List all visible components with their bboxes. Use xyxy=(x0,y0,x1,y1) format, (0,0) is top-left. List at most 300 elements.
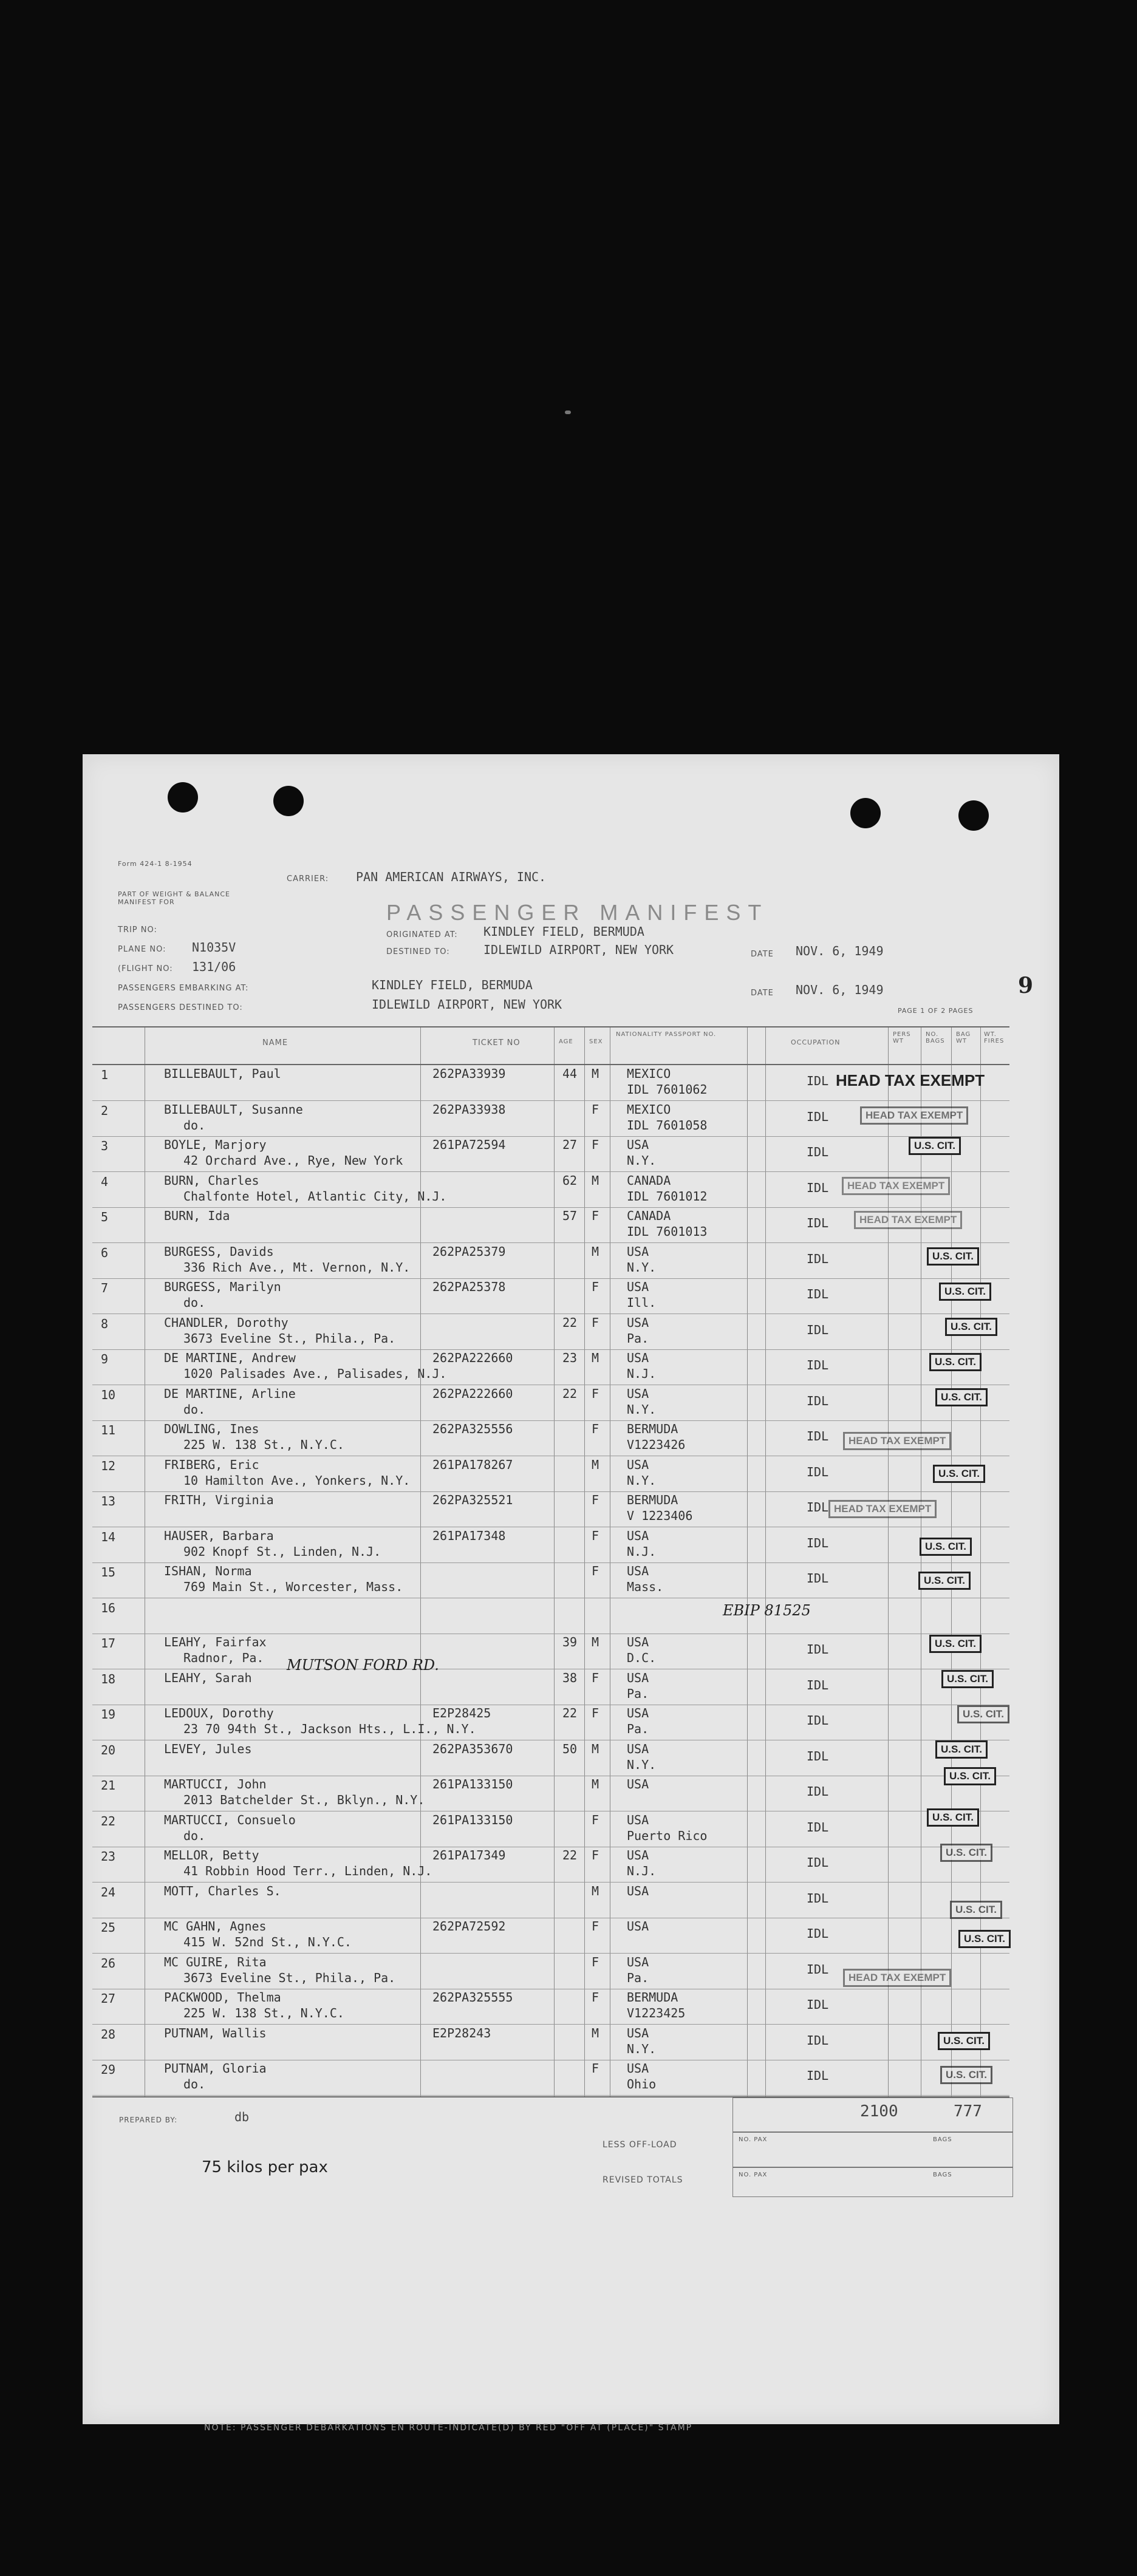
punch-hole xyxy=(168,782,198,813)
passenger-name: DOWLING, Ines xyxy=(164,1422,259,1436)
nationality: USA xyxy=(627,1528,649,1543)
footer-note: NOTE: PASSENGER DEBARKATIONS EN ROUTE-INDICATE(D) BY RED "OFF AT (PLACE)" STAMP xyxy=(204,2423,693,2433)
row-number: 29 xyxy=(101,2062,116,2077)
nationality: USA xyxy=(627,1244,649,1259)
row-number: 19 xyxy=(101,1707,116,1722)
punch-hole xyxy=(273,786,304,816)
passenger-sex: F xyxy=(592,1528,599,1543)
passport-number: N.Y. xyxy=(627,1473,657,1488)
table-row xyxy=(92,1776,1009,1811)
pax-weight-total: 2100 xyxy=(860,2102,898,2121)
date2-label: DATE xyxy=(751,989,774,998)
passport-number: N.Y. xyxy=(627,1757,657,1772)
row-number: 28 xyxy=(101,2026,116,2042)
passenger-address: 2013 Batchelder St., Bklyn., N.Y. xyxy=(183,1793,425,1807)
passenger-age: 27 xyxy=(562,1137,578,1152)
row-number: 21 xyxy=(101,1778,116,1793)
passenger-address: Radnor, Pa. xyxy=(183,1651,264,1665)
table-row xyxy=(92,1740,1009,1776)
us-cit-stamp: U.S. CIT. xyxy=(929,1635,982,1653)
passenger-name: LEAHY, Sarah xyxy=(164,1670,252,1685)
passport-number: Mass. xyxy=(627,1579,664,1594)
punch-hole xyxy=(850,798,881,828)
col-age: AGE xyxy=(559,1038,573,1045)
head-tax-exempt-mark: HEAD TAX EXEMPT xyxy=(836,1071,985,1089)
row-number: 2 xyxy=(101,1103,109,1118)
passenger-sex: F xyxy=(592,1102,599,1117)
ticket-number: E2P28243 xyxy=(432,2025,491,2040)
ticket-number: 262PA33938 xyxy=(432,1102,506,1117)
passport-number: N.Y. xyxy=(627,1153,657,1168)
revised-totals-label: REVISED TOTALS xyxy=(603,2175,683,2185)
row-number: 3 xyxy=(101,1139,109,1153)
occupation: IDL xyxy=(807,1251,829,1266)
passenger-address: 10 Hamilton Ave., Yonkers, N.Y. xyxy=(183,1473,411,1488)
kilos-note: 75 kilos per pax xyxy=(202,2158,328,2176)
passenger-name: MOTT, Charles S. xyxy=(164,1883,281,1898)
us-cit-stamp: U.S. CIT. xyxy=(940,1844,992,1862)
us-cit-stamp: U.S. CIT. xyxy=(933,1465,985,1483)
nationality: CANADA xyxy=(627,1208,671,1223)
occupation: IDL xyxy=(807,1287,829,1301)
us-cit-stamp: U.S. CIT. xyxy=(918,1572,971,1590)
occupation: IDL xyxy=(807,1393,829,1408)
row-number: 9 xyxy=(101,1352,109,1366)
passenger-name: BURN, Charles xyxy=(164,1173,259,1188)
passenger-sex: F xyxy=(592,1279,599,1294)
passenger-address: Chalfonte Hotel, Atlantic City, N.J. xyxy=(183,1188,447,1204)
nationality: USA xyxy=(627,1777,649,1791)
passenger-age: 44 xyxy=(562,1066,578,1081)
passenger-name: BURGESS, Davids xyxy=(164,1244,274,1259)
ticket-number: 262PA222660 xyxy=(432,1386,513,1401)
passenger-sex: F xyxy=(592,1706,599,1720)
passenger-sex: F xyxy=(592,1564,599,1578)
row-number: 18 xyxy=(101,1671,116,1686)
passport-number: IDL 7601013 xyxy=(627,1224,708,1239)
nationality: USA xyxy=(627,1919,649,1934)
nationality: USA xyxy=(627,1635,649,1649)
row-number: 15 xyxy=(101,1565,116,1579)
passenger-address: 225 W. 138 St., N.Y.C. xyxy=(183,2006,344,2020)
col-name: NAME xyxy=(262,1038,289,1048)
ticket-number: 261PA17349 xyxy=(432,1848,506,1862)
passenger-name: BURN, Ida xyxy=(164,1208,230,1223)
nationality: BERMUDA xyxy=(627,1422,678,1436)
passenger-age: 39 xyxy=(562,1635,578,1649)
row-number: 1 xyxy=(101,1068,109,1082)
punch-hole xyxy=(958,800,989,831)
us-cit-stamp: U.S. CIT. xyxy=(945,1318,997,1336)
nationality: USA xyxy=(627,1564,649,1578)
nationality: BERMUDA xyxy=(627,1493,678,1507)
nationality: USA xyxy=(627,2025,649,2040)
table-row xyxy=(92,1314,1009,1350)
occupation: IDL xyxy=(807,1890,829,1906)
occupation: IDL xyxy=(807,2068,829,2083)
originated-label: ORIGINATED AT: xyxy=(386,930,458,939)
occupation: IDL xyxy=(807,1429,829,1443)
passport-number: V 1223406 xyxy=(627,1508,693,1523)
no-pax-label: NO. PAX xyxy=(739,2172,768,2178)
passenger-address: 336 Rich Ave., Mt. Vernon, N.Y. xyxy=(183,1259,411,1275)
col-pers-wt: PERS WT xyxy=(893,1031,911,1044)
plane-value: N1035V xyxy=(192,940,236,955)
ticket-number: 262PA222660 xyxy=(432,1351,513,1365)
table-row xyxy=(92,1847,1009,1883)
passenger-sex: F xyxy=(592,1493,599,1507)
passenger-sex: F xyxy=(592,1670,599,1685)
table-row xyxy=(92,1811,1009,1847)
passenger-address: do. xyxy=(183,1402,206,1417)
passenger-sex: M xyxy=(592,1457,599,1472)
bags-label: BAGS xyxy=(933,2172,952,2178)
row-number: 26 xyxy=(101,1955,116,1971)
us-cit-stamp: U.S. CIT. xyxy=(940,2066,992,2084)
occupation: IDL xyxy=(807,1500,829,1515)
head-tax-exempt-stamp: HEAD TAX EXEMPT xyxy=(842,1177,950,1195)
table-row xyxy=(92,1385,1009,1421)
nationality: USA xyxy=(627,1386,649,1401)
ticket-number: 261PA17348 xyxy=(432,1528,506,1543)
passenger-address: 225 W. 138 St., N.Y.C. xyxy=(183,1437,344,1452)
passenger-sex: F xyxy=(592,1422,599,1436)
ticket-number: 261PA72594 xyxy=(432,1137,506,1152)
nationality: CANADA xyxy=(627,1173,671,1188)
passport-number: V1223426 xyxy=(627,1437,686,1452)
passenger-sex: F xyxy=(592,1954,599,1969)
passenger-name: MC GUIRE, Rita xyxy=(164,1954,267,1969)
passenger-name: LEAHY, Fairfax xyxy=(164,1635,267,1649)
head-tax-exempt-stamp: HEAD TAX EXEMPT xyxy=(854,1211,962,1229)
passenger-sex: M xyxy=(592,1883,599,1898)
passenger-address: 41 Robbin Hood Terr., Linden, N.J. xyxy=(183,1864,432,1878)
passport-number: N.Y. xyxy=(627,1259,657,1275)
col-occupation: OCCUPATION xyxy=(791,1038,841,1046)
col-bag-wt: BAG WT xyxy=(956,1031,971,1044)
passenger-sex: F xyxy=(592,2061,599,2076)
passenger-name: BURGESS, Marilyn xyxy=(164,1279,281,1294)
col-bags: NO. BAGS xyxy=(926,1031,945,1044)
passenger-name: BILLEBAULT, Susanne xyxy=(164,1102,303,1117)
ticket-number: 261PA133150 xyxy=(432,1812,513,1827)
col-nationality: NATIONALITY PASSPORT NO. xyxy=(616,1031,717,1038)
row-number: 14 xyxy=(101,1529,116,1544)
row-number: 12 xyxy=(101,1458,116,1473)
ticket-number: 262PA25378 xyxy=(432,1279,506,1294)
us-cit-stamp: U.S. CIT. xyxy=(909,1137,961,1155)
passenger-address: 1020 Palisades Ave., Palisades, N.J. xyxy=(183,1366,447,1381)
passenger-name: BILLEBAULT, Paul xyxy=(164,1066,281,1081)
row-number: 25 xyxy=(101,1920,116,1935)
no-pax-label: NO. PAX xyxy=(739,2136,768,2143)
row-number: 20 xyxy=(101,1742,116,1757)
ticket-number: 261PA178267 xyxy=(432,1457,513,1472)
table-row xyxy=(92,1527,1009,1563)
passenger-sex: F xyxy=(592,1386,599,1401)
passenger-age: 22 xyxy=(562,1315,578,1330)
passenger-sex: M xyxy=(592,2025,599,2040)
passenger-address: do. xyxy=(183,2077,206,2091)
occupation: IDL xyxy=(807,1677,829,1692)
page-title: PASSENGER MANIFEST xyxy=(386,900,769,925)
passenger-sex: F xyxy=(592,1315,599,1330)
table-row xyxy=(92,1883,1009,1918)
originated-value: KINDLEY FIELD, BERMUDA xyxy=(483,924,644,939)
occupation: IDL xyxy=(807,1074,829,1088)
passenger-sex: M xyxy=(592,1244,599,1259)
col-ticket: TICKET NO xyxy=(473,1038,521,1048)
passenger-age: 62 xyxy=(562,1173,578,1188)
passenger-address: 3673 Eveline St., Phila., Pa. xyxy=(183,1331,396,1346)
row-number: 6 xyxy=(101,1245,109,1260)
us-cit-stamp: U.S. CIT. xyxy=(938,2032,990,2050)
passenger-name: PACKWOOD, Thelma xyxy=(164,1990,281,2005)
ticket-number: 262PA325556 xyxy=(432,1422,513,1436)
col-sex: SEX xyxy=(589,1038,603,1045)
pax-destined-value: IDLEWILD AIRPORT, NEW YORK xyxy=(372,997,562,1012)
passenger-name: MARTUCCI, Consuelo xyxy=(164,1812,296,1827)
passenger-address: 23 70 94th St., Jackson Hts., L.I., N.Y. xyxy=(183,1722,476,1736)
us-cit-stamp: U.S. CIT. xyxy=(927,1808,979,1827)
passenger-age: 38 xyxy=(562,1670,578,1685)
passenger-age: 22 xyxy=(562,1706,578,1720)
passenger-sex: F xyxy=(592,1848,599,1862)
us-cit-stamp: U.S. CIT. xyxy=(944,1767,996,1785)
table-row xyxy=(92,1562,1009,1598)
table-row xyxy=(92,1669,1009,1705)
destined-value: IDLEWILD AIRPORT, NEW YORK xyxy=(483,942,674,957)
passport-number: Puerto Rico xyxy=(627,1828,708,1843)
occupation: IDL xyxy=(807,1109,829,1124)
flight-label: (FLIGHT NO: xyxy=(118,964,173,973)
ticket-number: 262PA325555 xyxy=(432,1990,513,2005)
carrier-value: PAN AMERICAN AIRWAYS, INC. xyxy=(356,870,547,884)
ticket-number: E2P28425 xyxy=(432,1706,491,1720)
plane-label: PLANE NO: xyxy=(118,945,166,954)
nationality: USA xyxy=(627,1954,649,1969)
passport-number: IDL 7601012 xyxy=(627,1188,708,1204)
us-cit-stamp: U.S. CIT. xyxy=(935,1388,988,1406)
passenger-name: DE MARTINE, Arline xyxy=(164,1386,296,1401)
passport-number: Pa. xyxy=(627,1722,649,1736)
table-row xyxy=(92,1989,1009,2025)
us-cit-stamp: U.S. CIT. xyxy=(939,1283,991,1301)
passenger-name: MC GAHN, Agnes xyxy=(164,1919,267,1934)
passport-number: IDL 7601058 xyxy=(627,1117,708,1133)
head-tax-exempt-stamp: HEAD TAX EXEMPT xyxy=(860,1106,968,1125)
destined-label: DESTINED TO: xyxy=(386,947,450,956)
us-cit-stamp: U.S. CIT. xyxy=(929,1353,982,1371)
row-number: 23 xyxy=(101,1849,116,1864)
part-of-label: PART OF WEIGHT & BALANCE MANIFEST FOR xyxy=(118,890,230,906)
date-value: NOV. 6, 1949 xyxy=(796,944,884,958)
table-row xyxy=(92,1349,1009,1385)
occupation: IDL xyxy=(807,1571,829,1586)
us-cit-stamp: U.S. CIT. xyxy=(941,1670,994,1688)
passenger-name: FRITH, Virginia xyxy=(164,1493,274,1507)
nationality: USA xyxy=(627,1883,649,1898)
film-speck xyxy=(565,411,571,414)
occupation: IDL xyxy=(807,1464,829,1479)
page-number-handwritten: 9 xyxy=(1018,973,1034,998)
form-number: Form 424-1 8-1954 xyxy=(118,860,193,868)
nationality: USA xyxy=(627,1741,649,1756)
prepared-by-value: db xyxy=(234,2110,250,2124)
trip-label: TRIP NO: xyxy=(118,925,157,935)
passenger-name: ISHAN, Norma xyxy=(164,1564,252,1578)
row-number: 11 xyxy=(101,1423,116,1437)
table-row xyxy=(92,1456,1009,1492)
nationality: USA xyxy=(627,2061,649,2076)
passenger-sex: M xyxy=(592,1741,599,1756)
occupation: IDL xyxy=(807,1145,829,1159)
nationality: USA xyxy=(627,1351,649,1365)
passenger-name: PUTNAM, Wallis xyxy=(164,2025,267,2040)
nationality: MEXICO xyxy=(627,1066,671,1081)
passenger-name: LEVEY, Jules xyxy=(164,1741,252,1756)
us-cit-stamp: U.S. CIT. xyxy=(927,1247,979,1266)
passport-number: N.J. xyxy=(627,1366,657,1381)
passport-number: N.J. xyxy=(627,1544,657,1559)
row-number: 16 xyxy=(101,1600,116,1615)
less-offload-label: LESS OFF-LOAD xyxy=(603,2140,677,2150)
nationality: USA xyxy=(627,1315,649,1330)
occupation: IDL xyxy=(807,1358,829,1372)
head-tax-exempt-stamp: HEAD TAX EXEMPT xyxy=(828,1500,937,1518)
passport-number: N.Y. xyxy=(627,2041,657,2056)
passport-number: IDL 7601062 xyxy=(627,1082,708,1097)
bags-label: BAGS xyxy=(933,2136,952,2143)
passenger-address: 902 Knopf St., Linden, N.J. xyxy=(183,1544,381,1559)
passenger-address: 415 W. 52nd St., N.Y.C. xyxy=(183,1935,352,1949)
embarking-value: KINDLEY FIELD, BERMUDA xyxy=(372,978,533,992)
table-row xyxy=(92,1598,1009,1634)
passenger-name: MELLOR, Betty xyxy=(164,1848,259,1862)
nationality: USA xyxy=(627,1812,649,1827)
occupation: IDL xyxy=(807,2033,829,2048)
ticket-number: 262PA325521 xyxy=(432,1493,513,1507)
passport-number: Ill. xyxy=(627,1295,657,1310)
row-number: 8 xyxy=(101,1316,109,1331)
passenger-name: DE MARTINE, Andrew xyxy=(164,1351,296,1365)
passenger-sex: M xyxy=(592,1777,599,1791)
date2-value: NOV. 6, 1949 xyxy=(796,983,884,997)
passenger-address: 769 Main St., Worcester, Mass. xyxy=(183,1579,403,1594)
carrier-label: CARRIER: xyxy=(287,874,329,884)
passenger-age: 23 xyxy=(562,1351,578,1365)
occupation: IDL xyxy=(807,1535,829,1550)
passenger-sex: M xyxy=(592,1066,599,1081)
occupation: IDL xyxy=(807,1926,829,1941)
passenger-sex: F xyxy=(592,1137,599,1152)
us-cit-stamp: U.S. CIT. xyxy=(950,1901,1002,1919)
ticket-number: 262PA33939 xyxy=(432,1066,506,1081)
ticket-number: 262PA25379 xyxy=(432,1244,506,1259)
table-row xyxy=(92,1278,1009,1314)
passenger-sex: M xyxy=(592,1635,599,1649)
col-wt: WT. FIRES xyxy=(984,1031,1005,1044)
passport-number: D.C. xyxy=(627,1651,657,1665)
row-number: 13 xyxy=(101,1494,116,1508)
passenger-age: 57 xyxy=(562,1208,578,1223)
ticket-number: 262PA72592 xyxy=(432,1919,506,1934)
passenger-address: do. xyxy=(183,1117,206,1133)
table-row xyxy=(92,2060,1009,2096)
passenger-address: do. xyxy=(183,1828,206,1843)
passport-number: N.Y. xyxy=(627,1402,657,1417)
passport-number: V1223425 xyxy=(627,2006,686,2020)
occupation: IDL xyxy=(807,1748,829,1763)
handwritten-note: MUTSON FORD RD. xyxy=(287,1657,439,1674)
passport-number: N.J. xyxy=(627,1864,657,1878)
occupation: IDL xyxy=(807,1642,829,1657)
table-row xyxy=(92,2025,1009,2060)
us-cit-stamp: U.S. CIT. xyxy=(958,1930,1011,1948)
row-number: 10 xyxy=(101,1387,116,1402)
occupation: IDL xyxy=(807,1322,829,1337)
passenger-address: do. xyxy=(183,1295,206,1310)
bag-weight-total: 777 xyxy=(954,2102,982,2121)
embarking-label: PASSENGERS EMBARKING AT: xyxy=(118,984,249,993)
passport-number: Pa. xyxy=(627,1970,649,1985)
passenger-name: HAUSER, Barbara xyxy=(164,1528,274,1543)
us-cit-stamp: U.S. CIT. xyxy=(935,1740,988,1759)
row-number: 27 xyxy=(101,1991,116,2006)
row-number: 22 xyxy=(101,1813,116,1828)
nationality: USA xyxy=(627,1457,649,1472)
passenger-age: 22 xyxy=(562,1848,578,1862)
pax-destined-label: PASSENGERS DESTINED TO: xyxy=(118,1003,243,1012)
us-cit-stamp: U.S. CIT. xyxy=(920,1538,972,1556)
table-row xyxy=(92,1136,1009,1172)
table-header xyxy=(92,1027,1009,1065)
passenger-age: 50 xyxy=(562,1741,578,1756)
passenger-age: 22 xyxy=(562,1386,578,1401)
occupation: IDL xyxy=(807,1997,829,2012)
manifest-sheet xyxy=(83,754,1059,2433)
table-row xyxy=(92,1705,1009,1740)
passport-number: Ohio xyxy=(627,2077,657,2091)
row-number: 4 xyxy=(101,1174,109,1189)
passenger-name: LEDOUX, Dorothy xyxy=(164,1706,274,1720)
table-row xyxy=(92,1918,1009,1954)
nationality: USA xyxy=(627,1848,649,1862)
occupation: IDL xyxy=(807,1784,829,1799)
occupation: IDL xyxy=(807,1180,829,1195)
passenger-address: 42 Orchard Ave., Rye, New York xyxy=(183,1153,403,1168)
table-row xyxy=(92,1243,1009,1279)
row-number: 7 xyxy=(101,1281,109,1295)
passport-number: Pa. xyxy=(627,1331,649,1346)
passenger-sex: F xyxy=(592,1990,599,2005)
passenger-name: FRIBERG, Eric xyxy=(164,1457,259,1472)
passenger-address: 3673 Eveline St., Phila., Pa. xyxy=(183,1970,396,1985)
occupation: IDL xyxy=(807,1855,829,1870)
date-label: DATE xyxy=(751,950,774,959)
nationality: USA xyxy=(627,1670,649,1685)
table-row xyxy=(92,1634,1009,1669)
passenger-name: CHANDLER, Dorothy xyxy=(164,1315,289,1330)
passenger-sex: F xyxy=(592,1919,599,1934)
occupation: IDL xyxy=(807,1961,829,1977)
nationality: USA xyxy=(627,1279,649,1294)
occupation: IDL xyxy=(807,1216,829,1230)
passenger-name: MARTUCCI, John xyxy=(164,1777,267,1791)
row-number: 24 xyxy=(101,1884,116,1900)
prepared-by-label: PREPARED BY: xyxy=(119,2116,178,2124)
passenger-sex: M xyxy=(592,1351,599,1365)
